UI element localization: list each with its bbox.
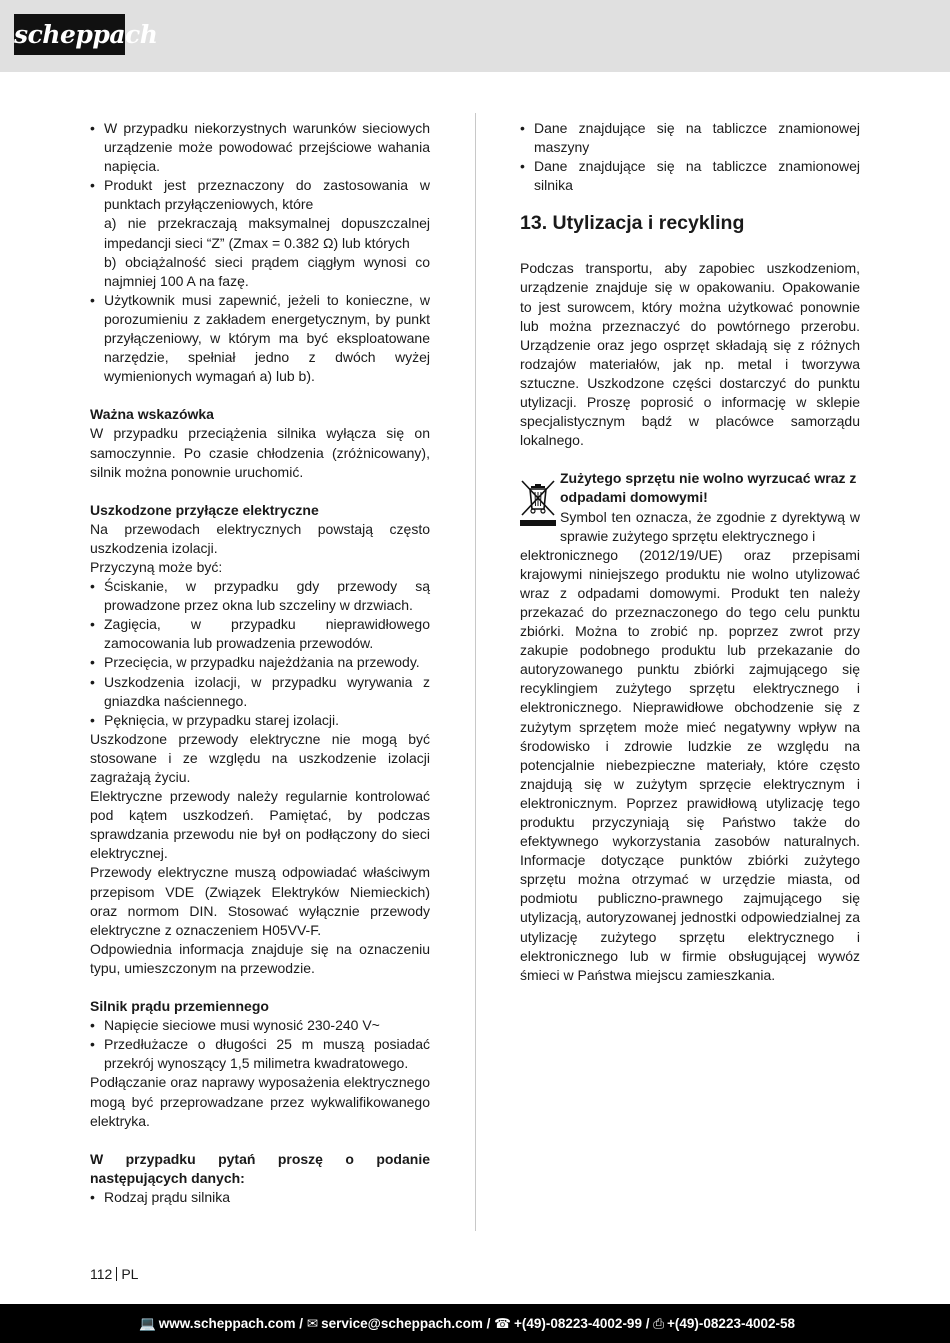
- list-item: • Ściskanie, w przypadku gdy przewody są prowadzone przez okna lub szczeliny w drzwiach.: [90, 577, 430, 615]
- column-divider: [475, 113, 476, 1231]
- list-item: • Użytkownik musi zapewnić, jeżeli to konieczne, w porozumieniu z zakładem energetycznym, by punkt przyłączeniowy, w którym ma być eksploatowane narzędzie, spełniał jedno z dwóch wyżej wymienionych wymagań a) lub b).: [90, 291, 430, 386]
- weee-heading: Zużytego sprzętu nie wolno wyrzucać wraz z odpadami domowymi!: [560, 470, 857, 506]
- list-item: • Dane znajdujące się na tabliczce znamionowej silnika: [520, 157, 860, 195]
- footer-website[interactable]: www.scheppach.com /: [158, 1316, 304, 1331]
- crossed-out-wheelie-bin-icon: [520, 479, 556, 527]
- section-number: 13.: [520, 212, 548, 235]
- page-number: [90, 1265, 138, 1284]
- list-item: • Przecięcia, w przypadku najeżdżania na przewody.: [90, 653, 430, 672]
- ac-motor-list: [90, 1016, 430, 1073]
- network-conditions-list: [90, 119, 430, 386]
- section-title: Utylizacja i recykling: [552, 212, 745, 235]
- recycling-paragraph: Podczas transportu, aby zapobiec uszkodzeniom, urządzenie znajduje się w opakowaniu. Opakowanie to jest surowcem, który można użytkować ponownie lub można przeznaczyć do powtórnego przerobu. Urządzenie oraz jego osprzęt składają się z różnych rodzajów materiałów, jak np. metal i tworzywa sztuczne. Uszkodzone części dostarczyć do punktu utylizacji. Proszę poprosić o informację w sklepie specjalistycznym bądź w placówce samorządu lokalnego.: [520, 260, 860, 449]
- damage-causes-list: [90, 577, 430, 730]
- phone-icon: ☎: [494, 1316, 511, 1331]
- list-item: • Napięcie sieciowe musi wynosić 230-240 V~: [90, 1016, 430, 1035]
- list-item: • Zagięcia, w przypadku nieprawidłowego zamocowania lub prowadzenia przewodów.: [90, 615, 430, 653]
- list-item-text: • Produkt jest przeznaczony do zastosowania w punktach przyłączeniowych, które: [104, 177, 430, 213]
- right-column: [520, 119, 860, 985]
- questions-heading: W przypadku pytań proszę o podanie następujących danych:: [90, 1150, 430, 1186]
- left-column: [90, 119, 430, 1207]
- list-item-subitem-b: b) obciążalność sieci prądem ciągłym wynosi co najmniej 100 A na fazę.: [104, 253, 430, 289]
- damage-paragraph: Elektryczne przewody należy regularnie kontrolować pod kątem uszkodzeń. Pamiętać, by podczas sprawdzania przewodu nie był on podłączony do sieci elektrycznej.: [90, 788, 430, 862]
- weee-lead: Symbol ten oznacza, że zgodnie z dyrektywą w sprawie zużytego sprzętu elektrycznego i: [560, 508, 860, 544]
- list-item: • Dane znajdujące się na tabliczce znamionowej maszyny: [520, 119, 860, 157]
- ac-motor-paragraph: Podłączanie oraz naprawy wyposażenia elektrycznego mogą być przeprowadzane przez wykwalifikowanego elektryka.: [90, 1074, 430, 1129]
- questions-list-continued: [520, 119, 860, 195]
- list-item: • Rodzaj prądu silnika: [90, 1188, 430, 1207]
- list-item: • Pęknięcia, w przypadku starej izolacji.: [90, 711, 430, 730]
- section-heading: [520, 211, 860, 235]
- list-item: • W przypadku niekorzystnych warunków sieciowych urządzenie może powodować przejściowe wahania napięcia.: [90, 119, 430, 176]
- questions-list: [90, 1188, 430, 1207]
- weee-text: elektronicznego (2012/19/UE) oraz przepisami krajowymi niniejszego produktu nie wolno utylizować wraz z odpadami domowymi. Produkt ten należy przekazać do przeznaczonego do tego celu punktu zbiórki. Można to zrobić np. poprzez zwrot przy zakupie podobnego produktu lub przekazanie do autoryzowanego punktu zbiórki zajmującego się recyklingiem zużytego sprzętu elektrycznego i elektronicznego. Nieprawidłowe obchodzenie się z zużytym sprzętem może mieć negatywny wpływ na środowisko i zdrowie ludzkie ze względu na potencjalnie niebezpieczne materiały, które często znajdują się w zużytym sprzęcie elektrycznym i elektronicznym. Poprzez prawidłową utylizację tego produktu przyczyniają się Państwo także do efektywnego wykorzystania zasobów naturalnych. Informacje dotyczące punktów zbiórki zużytego sprzętu można otrzymać w urzędzie miasta, od podmiotu publiczno-prawnego zajmującego się utylizacją, autoryzowanej jednostki odpowiedzialnej za utylizację zużytego sprzętu elektrycznego i elektronicznego lub w firmie obsługującej wywóz śmieci w Państwa miejscu zamieszkania.: [520, 546, 860, 983]
- footer-phone: +(49)-08223-4002-99 /: [513, 1316, 650, 1331]
- damage-heading: Uszkodzone przyłącze elektryczne: [90, 501, 319, 518]
- weee-notice: [520, 469, 860, 985]
- footer-email[interactable]: service@scheppach.com /: [321, 1316, 491, 1331]
- list-item: [90, 176, 430, 291]
- page-header: [0, 0, 950, 72]
- computer-icon: 💻: [138, 1316, 156, 1331]
- footer-fax: +(49)-08223-4002-58: [667, 1316, 795, 1331]
- envelope-icon: ✉: [306, 1316, 319, 1331]
- page-language: PL: [121, 1266, 139, 1282]
- damage-intro: Na przewodach elektrycznych powstają często uszkodzenia izolacji.: [90, 520, 430, 556]
- fax-icon: ⎙: [653, 1316, 665, 1331]
- damage-cause: Przyczyną może być:: [90, 558, 223, 575]
- damage-paragraph: Uszkodzone przewody elektryczne nie mogą być stosowane i ze względu na uszkodzenie izolacji zagrażają życiu.: [90, 730, 430, 785]
- note-heading: Ważna wskazówka: [90, 406, 214, 423]
- list-item: • Przedłużacze o długości 25 m muszą posiadać przekrój wynoszący 1,5 milimetra kwadratowego.: [90, 1035, 430, 1073]
- damage-paragraph: Odpowiednia informacja znajduje się na oznaczeniu typu, umieszczonym na przewodzie.: [90, 940, 430, 976]
- note-text: W przypadku przeciążenia silnika wyłącza się on samoczynnie. Po czasie chłodzenia (zróżnicowany), silnik można ponownie uruchomić.: [90, 425, 430, 480]
- list-item: • Uszkodzenia izolacji, w przypadku wyrywania z gniazdka naściennego.: [90, 673, 430, 711]
- contact-footer: [0, 1304, 950, 1343]
- page-number-value: 112: [90, 1266, 113, 1282]
- scheppach-logo: scheppach: [14, 14, 125, 55]
- list-item-subitem-a: a) nie przekraczają maksymalnej dopuszczalnej impedancji sieci “Z” (Zmax = 0.382 Ω) lub których: [104, 215, 430, 251]
- damage-paragraph: Przewody elektryczne muszą odpowiadać właściwym przepisom VDE (Związek Elektryków Niemieckich) oraz normom DIN. Stosować wyłącznie przewody elektryczne z oznaczeniem H05VV-F.: [90, 864, 430, 938]
- ac-motor-heading: Silnik prądu przemiennego: [90, 998, 269, 1015]
